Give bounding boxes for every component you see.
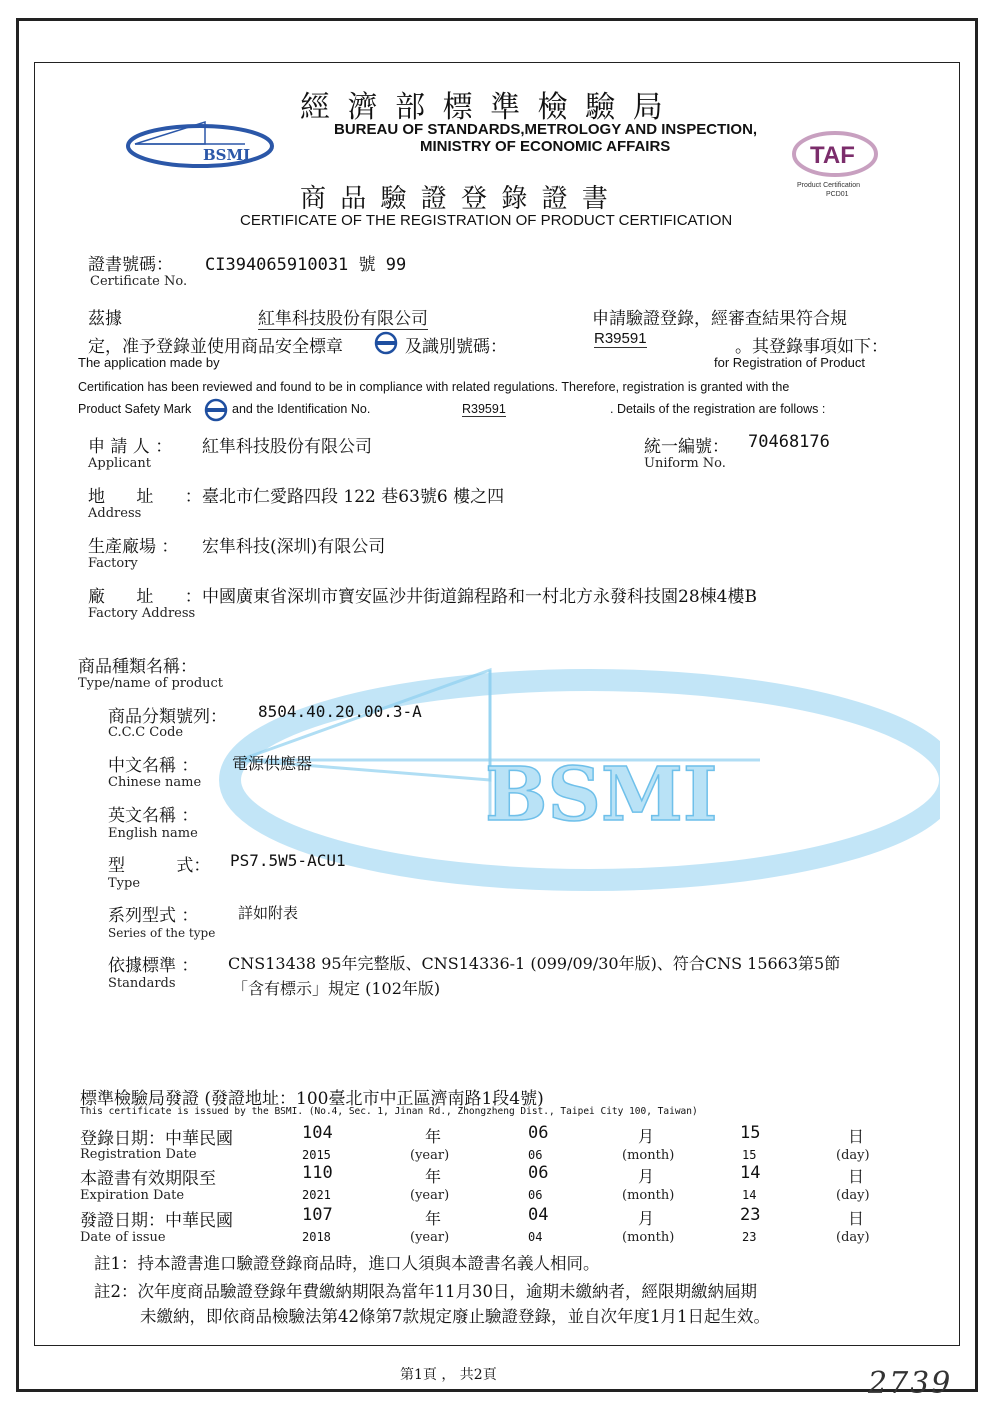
day-value-en: 23 xyxy=(742,1230,757,1244)
year-value-en: 2021 xyxy=(302,1188,331,1202)
year-value-en: 2018 xyxy=(302,1230,331,1244)
type-label-en: Type xyxy=(108,876,141,891)
english-name-label: 英文名稱 ： xyxy=(108,806,199,826)
agency-zh: 經 濟 部 標 準 檢 驗 局 xyxy=(300,90,667,125)
month-unit-en: (month) xyxy=(622,1230,675,1245)
statement-en-1a: The application made by xyxy=(78,355,220,370)
taf-logo xyxy=(790,130,880,198)
ccc-code-value: 8504.40.20.00.3-A xyxy=(258,702,422,721)
day-value-en: 15 xyxy=(742,1148,757,1162)
month-value-en: 04 xyxy=(528,1230,543,1244)
uniform-no-label: 統一編號： xyxy=(644,437,729,457)
day-unit-en: (day) xyxy=(836,1188,870,1203)
statement-en-1b: for Registration of Product xyxy=(714,355,866,370)
statement-en-id: R39591 xyxy=(462,402,506,416)
certificate-no-value: CI394065910031 號 99 xyxy=(205,255,407,275)
address-label-en: Address xyxy=(88,506,142,521)
chinese-name-value: 電源供應器 xyxy=(232,754,313,773)
day-unit-en: (day) xyxy=(836,1148,870,1163)
month-unit: 月 xyxy=(638,1127,655,1146)
year-value-en: 2015 xyxy=(302,1148,331,1162)
day-unit: 日 xyxy=(848,1209,865,1228)
factory-label: 生產廠場 ： xyxy=(88,537,179,557)
date-label-en: Date of issue xyxy=(80,1230,166,1245)
statement-line2-b: 及識別號碼： xyxy=(405,337,507,357)
month-value: 04 xyxy=(528,1205,549,1225)
taf-sub: Product Certification xyxy=(797,182,861,189)
day-value-en: 14 xyxy=(742,1188,757,1202)
uniform-no-label-en: Uniform No. xyxy=(644,456,726,471)
address-value: 臺北市仁愛路四段 122 巷63號6 樓之四 xyxy=(202,487,505,507)
day-unit: 日 xyxy=(848,1167,865,1186)
note-2b: 未繳納，即依商品檢驗法第42條第7款規定廢止驗證登錄，並自次年度1月1日起生效。 xyxy=(140,1307,770,1326)
bsmi-logo xyxy=(125,118,275,170)
date-label-en: Expiration Date xyxy=(80,1188,185,1203)
type-label: 型 式： xyxy=(108,856,211,876)
statement-id: R39591 xyxy=(594,330,647,347)
month-unit-en: (month) xyxy=(622,1188,675,1203)
ccc-code-label: 商品分類號列： xyxy=(108,707,227,727)
series-value: 詳如附表 xyxy=(238,904,299,922)
statement-company: 紅隼科技股份有限公司 xyxy=(258,304,428,330)
issuer-zh: 標準檢驗局發證 (發證地址：100臺北市中正區濟南路1段4號) xyxy=(80,1089,544,1109)
statement-line2-c: 。其登錄事項如下： xyxy=(735,337,888,357)
taf-text: TAF xyxy=(810,142,855,169)
standards-label: 依據標準 ： xyxy=(108,956,199,976)
handwritten-number: 2739 xyxy=(868,1366,953,1401)
month-value-en: 06 xyxy=(528,1188,543,1202)
factory-address-label-en: Factory Address xyxy=(88,606,196,621)
certificate-title-en: CERTIFICATE OF THE REGISTRATION OF PRODUCT CERTIFICATION xyxy=(240,212,733,229)
note-1: 註1：持本證書進口驗證登錄商品時，進口人須與本證書名義人相同。 xyxy=(94,1254,600,1273)
factory-address-value: 中國廣東省深圳市寶安區沙井街道錦程路和一村北方永發科技園28棟4樓B xyxy=(202,587,757,607)
year-unit: 年 xyxy=(425,1127,442,1146)
certificate-no-label-en: Certificate No. xyxy=(90,274,188,289)
statement-en-3a: Product Safety Mark xyxy=(78,402,192,416)
chinese-name-label-en: Chinese name xyxy=(108,775,202,790)
taf-code: PCD01 xyxy=(826,191,849,198)
year-value: 104 xyxy=(302,1123,333,1143)
bsmi-logo-text: BSMI xyxy=(203,146,251,164)
address-label: 地 址 ： xyxy=(88,487,202,507)
note-2a: 註2：次年度商品驗證登錄年費繳納期限為當年11月30日，逾期未繳納者，經限期繳納屆期 xyxy=(94,1282,757,1301)
uniform-no-value: 70468176 xyxy=(748,432,830,452)
agency-en-1: BUREAU OF STANDARDS,METROLOGY AND INSPECTION, xyxy=(334,121,758,138)
month-unit: 月 xyxy=(638,1167,655,1186)
standards-value-1: CNS13438 95年完整版、CNS14336-1 (099/09/30年版)、符合CNS 15663第5節 xyxy=(228,954,841,973)
chinese-name-label: 中文名稱 ： xyxy=(108,756,199,776)
day-value: 15 xyxy=(740,1123,761,1143)
agency-en-2: MINISTRY OF ECONOMIC AFFAIRS xyxy=(420,138,671,155)
ccc-code-label-en: C.C.C Code xyxy=(108,725,184,740)
date-label-zh: 本證書有效期限至 xyxy=(80,1169,216,1189)
issuer-en: This certificate is issued by the BSMI. (No.4, Sec. 1, Jinan Rd., Zhongzheng Dist., Taipei City 100, Taiwan) xyxy=(80,1106,698,1117)
statement-line1-end: 申請驗證登錄，經審查結果符合規 xyxy=(592,309,847,329)
english-name-label-en: English name xyxy=(108,826,198,841)
year-unit-en: (year) xyxy=(410,1148,450,1163)
year-value: 110 xyxy=(302,1163,333,1183)
year-unit-en: (year) xyxy=(410,1230,450,1245)
statement-line2-a: 定，准予登錄並使用商品安全標章 xyxy=(88,337,343,357)
year-value: 107 xyxy=(302,1205,333,1225)
month-unit: 月 xyxy=(638,1209,655,1228)
statement-prefix: 茲據 xyxy=(88,309,122,329)
watermark-text: BSMI xyxy=(485,752,718,838)
month-unit-en: (month) xyxy=(622,1148,675,1163)
statement-en-2: Certification has been reviewed and found to be in compliance with related regulations. Therefore, registration is granted with the xyxy=(78,380,790,394)
factory-value: 宏隼科技(深圳)有限公司 xyxy=(202,537,386,557)
series-label-en: Series of the type xyxy=(108,926,216,940)
month-value-en: 06 xyxy=(528,1148,543,1162)
certificate-no-label: 證書號碼： xyxy=(88,255,173,275)
date-label-zh: 發證日期：中華民國 xyxy=(80,1211,233,1231)
product-type-label-en: Type/name of product xyxy=(78,676,224,691)
certificate-title-zh: 商 品 驗 證 登 錄 證 書 xyxy=(300,184,611,214)
date-label-en: Registration Date xyxy=(80,1147,197,1162)
day-unit-en: (day) xyxy=(836,1230,870,1245)
standards-value-2: 「含有標示」規定 (102年版) xyxy=(232,979,441,998)
applicant-label-en: Applicant xyxy=(88,456,151,471)
year-unit: 年 xyxy=(425,1209,442,1228)
series-label: 系列型式 ： xyxy=(108,906,199,926)
year-unit-en: (year) xyxy=(410,1188,450,1203)
safety-mark-icon-en xyxy=(203,398,229,422)
statement-en-3b: and the Identification No. xyxy=(232,402,371,416)
date-label-zh: 登錄日期：中華民國 xyxy=(80,1129,233,1149)
statement-en-3c: . Details of the registration are follows : xyxy=(610,402,826,416)
day-value: 23 xyxy=(740,1205,761,1225)
year-unit: 年 xyxy=(425,1167,442,1186)
month-value: 06 xyxy=(528,1163,549,1183)
applicant-value: 紅隼科技股份有限公司 xyxy=(202,437,372,457)
product-type-label: 商品種類名稱： xyxy=(78,657,197,677)
type-value: PS7.5W5-ACU1 xyxy=(230,851,346,870)
month-value: 06 xyxy=(528,1123,549,1143)
day-value: 14 xyxy=(740,1163,761,1183)
factory-label-en: Factory xyxy=(88,556,138,571)
page-number: 第1頁 ， 共2頁 xyxy=(400,1367,497,1383)
standards-label-en: Standards xyxy=(108,976,176,991)
safety-mark-icon xyxy=(374,331,398,355)
day-unit: 日 xyxy=(848,1127,865,1146)
applicant-label: 申 請 人 ： xyxy=(88,437,173,457)
factory-address-label: 廠 址 ： xyxy=(88,587,202,607)
